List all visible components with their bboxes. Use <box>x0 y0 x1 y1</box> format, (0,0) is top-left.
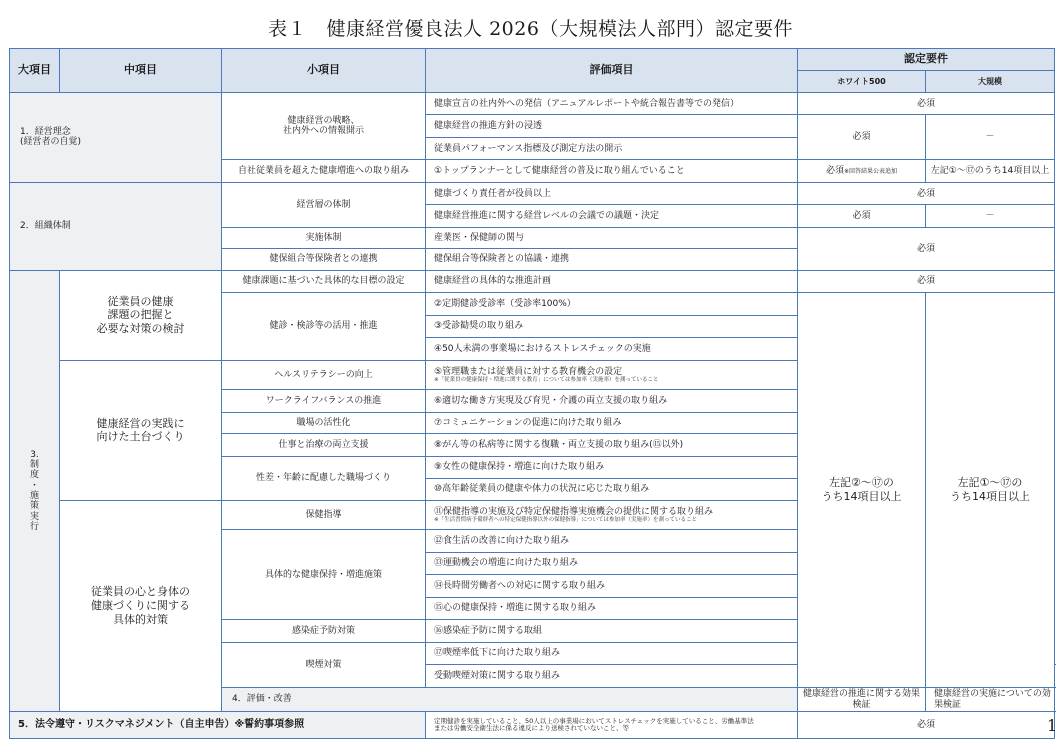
eval-item: ①トップランナーとして健康経営の普及に取り組んでいること <box>426 160 798 182</box>
middle-foundation: 健康経営の実践に 向けた土台づくり <box>60 360 222 500</box>
middle-concrete-measures: 従業員の心と身体の 健康づくりに関する 具体的対策 <box>60 500 222 712</box>
certification-requirements-table <box>9 48 1058 739</box>
eval-item: 健保組合等保険者との協議・連携 <box>426 249 798 270</box>
requirement-must: 必須 <box>798 93 1055 115</box>
minor-goals: 健康課題に基づいた具体的な目標の設定 <box>222 270 426 292</box>
header-eval: 評価項目 <box>426 49 798 93</box>
header-white500: ホワイト500 <box>798 71 926 93</box>
minor-infection: 感染症予防対策 <box>222 620 426 642</box>
eval-item: ④50人未満の事業場におけるストレスチェックの実施 <box>426 338 798 360</box>
table-row <box>10 93 1055 115</box>
eval-item: ⑬運動機会の増進に向けた取り組み <box>426 552 798 574</box>
requirement-must: 必須 <box>798 712 1055 739</box>
table-row <box>10 182 1055 204</box>
eval-item: 産業医・保健師の関与 <box>426 227 798 248</box>
eval-item: ⑩高年齢従業員の健康や体力の状況に応じた取り組み <box>426 479 798 500</box>
minor-workplace: 職場の活性化 <box>222 412 426 433</box>
eval-item: 健康宣言の社内外への発信（アニュアルレポートや統合報告書等での発信） <box>426 93 798 115</box>
table-row <box>10 270 1055 292</box>
eval-item: ⑨女性の健康保持・増進に向けた取り組み <box>426 456 798 478</box>
requirement-large-choice: 左記①～⑰の うち14項目以上 <box>926 293 1055 687</box>
page-number: 1 <box>1047 716 1058 735</box>
eval-item: ⑥適切な働き方実現及び育児・介護の両立支援の取り組み <box>426 390 798 412</box>
minor-concrete: 具体的な健康保持・増進施策 <box>222 530 426 620</box>
eval-item: 健康経営推進に関する経営レベルの会議での議題・決定 <box>426 205 798 227</box>
eval-item: ⑭長時間労働者への対応に関する取り組み <box>426 575 798 597</box>
eval-item: 受動喫煙対策に関する取り組み <box>426 665 798 687</box>
requirement-must: 必須 <box>798 227 1055 270</box>
eval-item: ⑰喫煙率低下に向けた取り組み <box>426 642 798 664</box>
eval-item: ⑯感染症予防に関する取組 <box>426 620 798 642</box>
header-major: 大項目 <box>10 49 60 93</box>
minor-literacy: ヘルスリテラシーの向上 <box>222 360 426 390</box>
minor-effect: 健康経営の推進に関する効果検証 <box>798 687 926 712</box>
header-middle: 中項目 <box>60 49 222 93</box>
requirement-dash: － <box>926 205 1055 227</box>
requirement-must: 必須 <box>798 270 1055 292</box>
minor-impl: 実施体制 <box>222 227 426 248</box>
requirement-must-survey <box>798 160 926 182</box>
minor-strategy: 健康経営の戦略、 社内外への情報開示 <box>222 93 426 160</box>
section-2-label: 2．組織体制 <box>10 182 222 270</box>
minor-checkups: 健診・検診等の活用・推進 <box>222 293 426 360</box>
minor-mgmt: 経営層の体制 <box>222 182 426 227</box>
eval-item: ③受診勧奨の取り組み <box>426 315 798 337</box>
minor-beyond: 自社従業員を超えた健康増進への取り組み <box>222 160 426 182</box>
section-3-label: 3. 制 度 ・ 施 策 実 行 <box>10 270 60 712</box>
eval-text: ⑤管理職または従業員に対する教育機会の設定 <box>434 366 623 377</box>
eval-item: ②定期健診受診率（受診率100%） <box>426 293 798 315</box>
eval-item <box>426 500 798 530</box>
minor-union: 健保組合等保険者との連携 <box>222 249 426 270</box>
header-minor: 小項目 <box>222 49 426 93</box>
requirement-left-note: 左記①～⑰のうち14項目以上 <box>926 160 1055 182</box>
minor-smoking: 喫煙対策 <box>222 642 426 687</box>
eval-text: ⑪保健指導の実施及び特定保健指導実施機会の提供に関する取り組み <box>434 506 714 517</box>
eval-item: ⑦コミュニケーションの促進に向けた取り組み <box>426 412 798 433</box>
section-5-label: 5．法令遵守・リスクマネジメント（自主申告）※誓約事項参照 <box>10 712 426 739</box>
middle-health-issues: 従業員の健康 課題の把握と 必要な対策の検討 <box>60 270 222 360</box>
page-title: 表１ 健康経営優良法人 2026（大規模法人部門）認定要件 <box>268 18 793 40</box>
minor-wlb: ワークライフバランスの推進 <box>222 390 426 412</box>
eval-item: 健康経営の推進方針の浸透 <box>426 115 798 137</box>
eval-item: 健康経営の具体的な推進計画 <box>426 270 798 292</box>
eval-item <box>426 360 798 390</box>
minor-guidance: 保健指導 <box>222 500 426 530</box>
requirement-must: 必須 <box>798 182 1055 204</box>
minor-treatment: 仕事と治療の両立支援 <box>222 434 426 456</box>
requirement-white500-choice: 左記②～⑰の うち14項目以上 <box>798 293 926 687</box>
header-row-1 <box>10 49 1055 71</box>
eval-item: ⑮心の健康保持・増進に関する取り組み <box>426 597 798 619</box>
eval-item: 健康経営の実施についての効果検証 <box>926 687 1055 712</box>
eval-item: 健康づくり責任者が役員以上 <box>426 182 798 204</box>
eval-note: ※「生活習慣病予備群者への特定保健指導以外の保健指導」については参加率（実施率）を測っていること <box>434 517 698 524</box>
requirement-dash: － <box>926 115 1055 160</box>
requirement-must: 必須 <box>798 205 926 227</box>
section-1-label: 1．経営理念 (経営者の自覚) <box>10 93 222 183</box>
eval-item: 定期健診を実施していること、50人以上の事業場においてストレスチェックを実施していること、労働基準法 または労働安全衛生法に係る違反により送検されていないこと、等 <box>426 712 798 739</box>
section-4-label: 4．評価・改善 <box>222 687 798 712</box>
eval-item: ⑫食生活の改善に向けた取り組み <box>426 530 798 552</box>
eval-note: ※「従業員の健康保持・増進に関する教育」については参加率（実施率）を測っていること <box>434 377 659 384</box>
survey-note: ※回答結果公表追加 <box>843 168 898 176</box>
header-large: 大規模 <box>926 71 1055 93</box>
header-cert: 認定要件 <box>798 49 1055 71</box>
eval-item: 従業員パフォーマンス指標及び測定方法の開示 <box>426 137 798 159</box>
minor-gender: 性差・年齢に配慮した職場づくり <box>222 456 426 500</box>
must-label: 必須 <box>825 166 844 177</box>
table-row <box>10 712 1055 739</box>
eval-item: ⑧がん等の私病等に関する復職・両立支援の取り組み(⑮以外) <box>426 434 798 456</box>
requirement-must: 必須 <box>798 115 926 160</box>
